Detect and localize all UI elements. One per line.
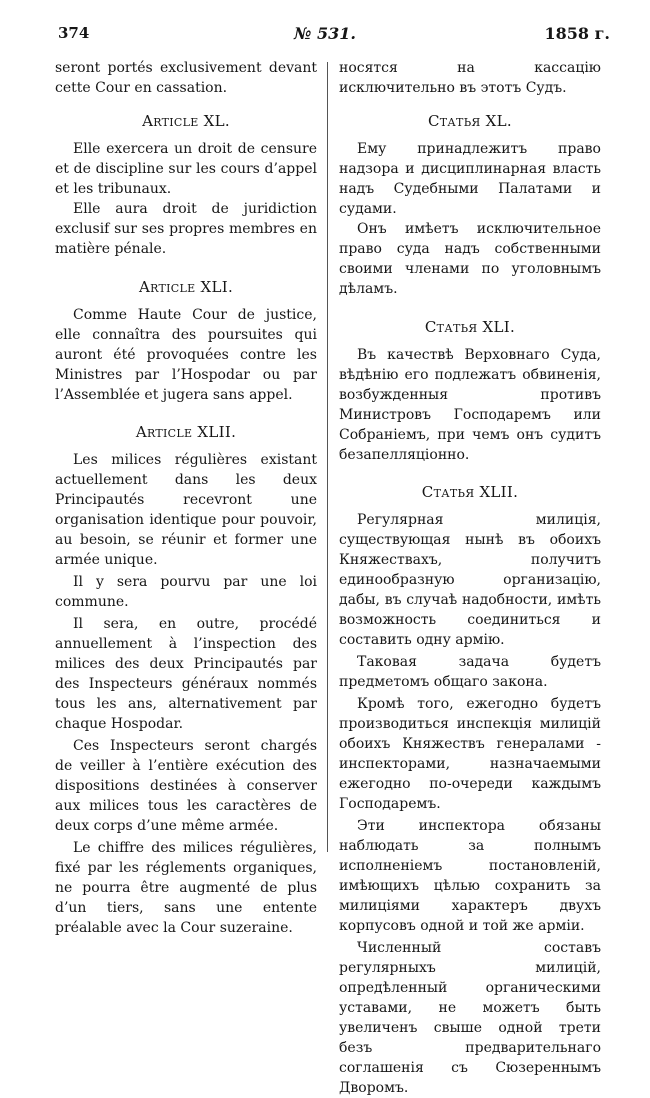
page-number: 374 [58, 24, 90, 42]
paragraph: Въ качествѣ Верховнаго Суда, вѣдѣнію его подлежатъ обвиненія, возбужденныя противъ Министровъ Господаремъ или Собраніемъ, при чемъ онъ судитъ безапелляціонно. [339, 347, 601, 463]
article-title: Article XLII. [135, 423, 237, 441]
page-header [0, 0, 650, 48]
paragraph: Il sera, en outre, procédé annuellement à l’inspection des milices des deux Principautés par des Inspecteurs généraux nommés tous les ans, alternativement par chaque Hospodar. [55, 616, 317, 732]
paragraph: Регулярная милиція, существующая нынѣ въ обоихъ Княжествахъ, получитъ единообразную организацію, дабы, въ случаѣ надобности, имѣть возможность соединиться и составить одну армію. [339, 512, 601, 648]
article-title: Статья XLII. [421, 483, 519, 501]
year: 1858 г. [544, 24, 610, 43]
intro-paragraph: seront portés exclusivement devant cette Cour en cassation. [55, 60, 317, 96]
paragraph: Les milices régulières existant actuellement dans les deux Principautés recevront une organisation identique pour pouvoir, au besoin, se réunir et former une armée unique. [55, 452, 317, 568]
intro-paragraph: носятся на кассацію исключительно въ этотъ Судъ. [339, 60, 601, 96]
article-title: Статья XL. [428, 112, 512, 130]
article-title: Article XL. [142, 112, 230, 130]
paragraph: Эти инспектора обязаны наблюдать за полнымъ исполненіемъ постановленій, имѣющихъ цѣлью сохранить за милиціями характеръ двухъ корпусовъ одной и той же арміи. [339, 818, 601, 934]
article-title: Article XLI. [138, 278, 234, 296]
paragraph: Кромѣ того, ежегодно будетъ производиться инспекція милицій обоихъ Княжествъ генералами - инспекторами, назначаемыми ежегодно по-очереди каждымъ Господаремъ. [339, 696, 601, 812]
paragraph: Elle exercera un droit de censure et de discipline sur les cours d’appel et les tribunaux. [55, 141, 317, 197]
document-number: № 531. [294, 24, 356, 43]
paragraph: Le chiffre des milices régulières, fixé par les réglements organiques, ne pourra être augmenté de plus d’un tiers, sans une entente préalable avec la Cour suzeraine. [55, 840, 317, 936]
russian-column [339, 58, 601, 1098]
french-column [55, 58, 317, 938]
paragraph: Ces Inspecteurs seront chargés de veiller à l’entière exécution des dispositions destinées à conserver aux milices tous les caractères de deux corps d’une même armée. [55, 738, 317, 834]
paragraph: Таковая задача будетъ предметомъ общаго закона. [339, 654, 601, 690]
paragraph: Онъ имѣетъ исключительное право суда надъ собственными своими членами по уголовнымъ дѣламъ. [339, 221, 601, 297]
article-title: Статья XLI. [424, 318, 516, 336]
paragraph: Comme Haute Cour de justice, elle connaîtra des poursuites qui auront été provoquées contre les Ministres par l’Hospodar ou par l’Assemblée et jugera sans appel. [55, 307, 317, 403]
paragraph: Численный составъ регулярныхъ милицій, опредѣленный органическими уставами, не можетъ быть увеличенъ свыше одной трети безъ предварительнаго соглашенія съ Сюзереннымъ Дворомъ. [339, 940, 601, 1096]
paragraph: Elle aura droit de juridiction exclusif sur ses propres membres en matière pénale. [55, 201, 317, 257]
column-divider [327, 62, 328, 852]
paragraph: Il y sera pourvu par une loi commune. [55, 574, 317, 610]
paragraph: Ему принадлежитъ право надзора и дисциплинарная власть надъ Судебными Палатами и судами. [339, 141, 601, 217]
